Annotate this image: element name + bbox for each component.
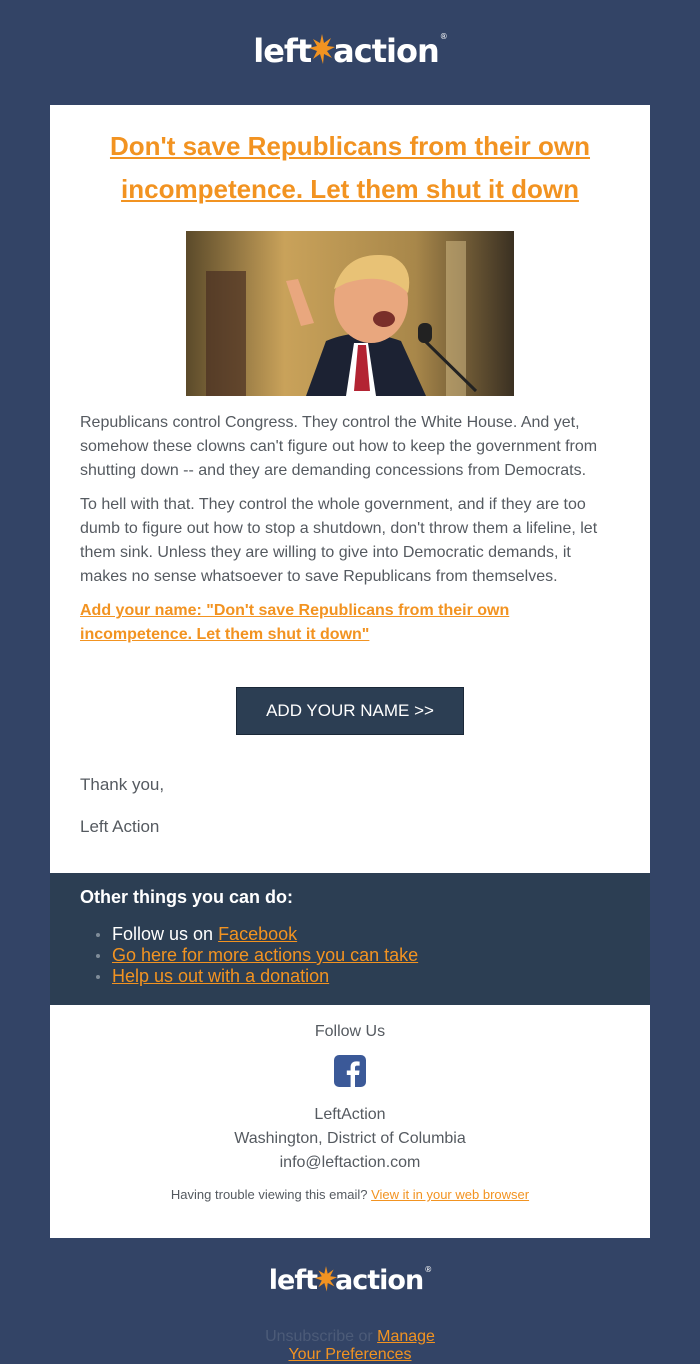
unsubscribe-block xyxy=(0,1328,700,1364)
logo-text-left: left xyxy=(253,31,312,70)
logo-text-left: left xyxy=(268,1265,318,1296)
email-body xyxy=(80,411,620,589)
trouble-text: Having trouble viewing this email? xyxy=(170,1187,372,1202)
petition-link[interactable]: Add your name: "Don't save Republicans from their own incompetence. Let them shut it down" xyxy=(80,602,510,643)
donation-link[interactable]: Help us out with a donation xyxy=(112,966,330,986)
other-actions-panel xyxy=(50,873,650,1005)
trump-photo[interactable] xyxy=(186,231,514,396)
unsubscribe-text[interactable]: Unsubscribe or xyxy=(265,1328,378,1345)
header-logo[interactable] xyxy=(0,0,700,105)
manage-preferences-link[interactable]: Manage xyxy=(377,1328,435,1345)
starburst-icon xyxy=(309,34,335,68)
org-name: LeftAction xyxy=(314,1106,386,1123)
list-item xyxy=(112,966,650,987)
logo-text-right: action xyxy=(335,1265,424,1296)
other-actions-list xyxy=(50,924,650,987)
email-headline[interactable]: Don't save Republicans from their own incompetence. Let them shut it down xyxy=(109,131,591,204)
facebook-icon[interactable] xyxy=(334,1055,366,1087)
follow-us-label: Follow Us xyxy=(314,1023,386,1040)
org-email: info@leftaction.com xyxy=(279,1154,421,1171)
footer-logo[interactable] xyxy=(0,1265,700,1296)
email-content-card xyxy=(50,105,650,873)
registered-mark: ® xyxy=(424,1265,432,1274)
signoff-name: Left Action xyxy=(80,817,160,836)
body-paragraph: To hell with that. They control the whole government, and if they are too dumb to figure out how to stop a shutdown, don't throw them a lifeline, let them sink. Unless they are willing to give into Democratic demands, it makes no sense whatsoever to save Republicans from themselves. xyxy=(80,496,598,585)
list-item xyxy=(112,924,650,945)
follow-prefix: Follow us on xyxy=(112,924,219,944)
trouble-viewing xyxy=(50,1187,650,1202)
view-in-browser-link[interactable]: View it in your web browser xyxy=(371,1187,530,1202)
facebook-link[interactable]: Facebook xyxy=(218,924,298,944)
more-actions-link[interactable]: Go here for more actions you can take xyxy=(112,945,419,965)
manage-preferences-link-line2[interactable]: Your Preferences xyxy=(288,1346,412,1363)
signoff-thanks: Thank you, xyxy=(80,775,165,794)
body-paragraph: Republicans control Congress. They control the White House. And yet, somehow these clowns can't figure out how to keep the government from shutting down -- and they are demanding concessions from Democrats. xyxy=(80,414,598,479)
list-item xyxy=(112,945,650,966)
footer-card xyxy=(50,1005,650,1238)
add-your-name-button[interactable]: ADD YOUR NAME >> xyxy=(236,687,464,735)
registered-mark: ® xyxy=(439,31,447,41)
signoff xyxy=(80,775,620,837)
logo-text-right: action xyxy=(333,31,439,70)
org-location: Washington, District of Columbia xyxy=(234,1130,466,1147)
address-block xyxy=(50,1103,650,1175)
other-actions-heading: Other things you can do: xyxy=(80,887,294,907)
starburst-icon xyxy=(315,1266,337,1295)
